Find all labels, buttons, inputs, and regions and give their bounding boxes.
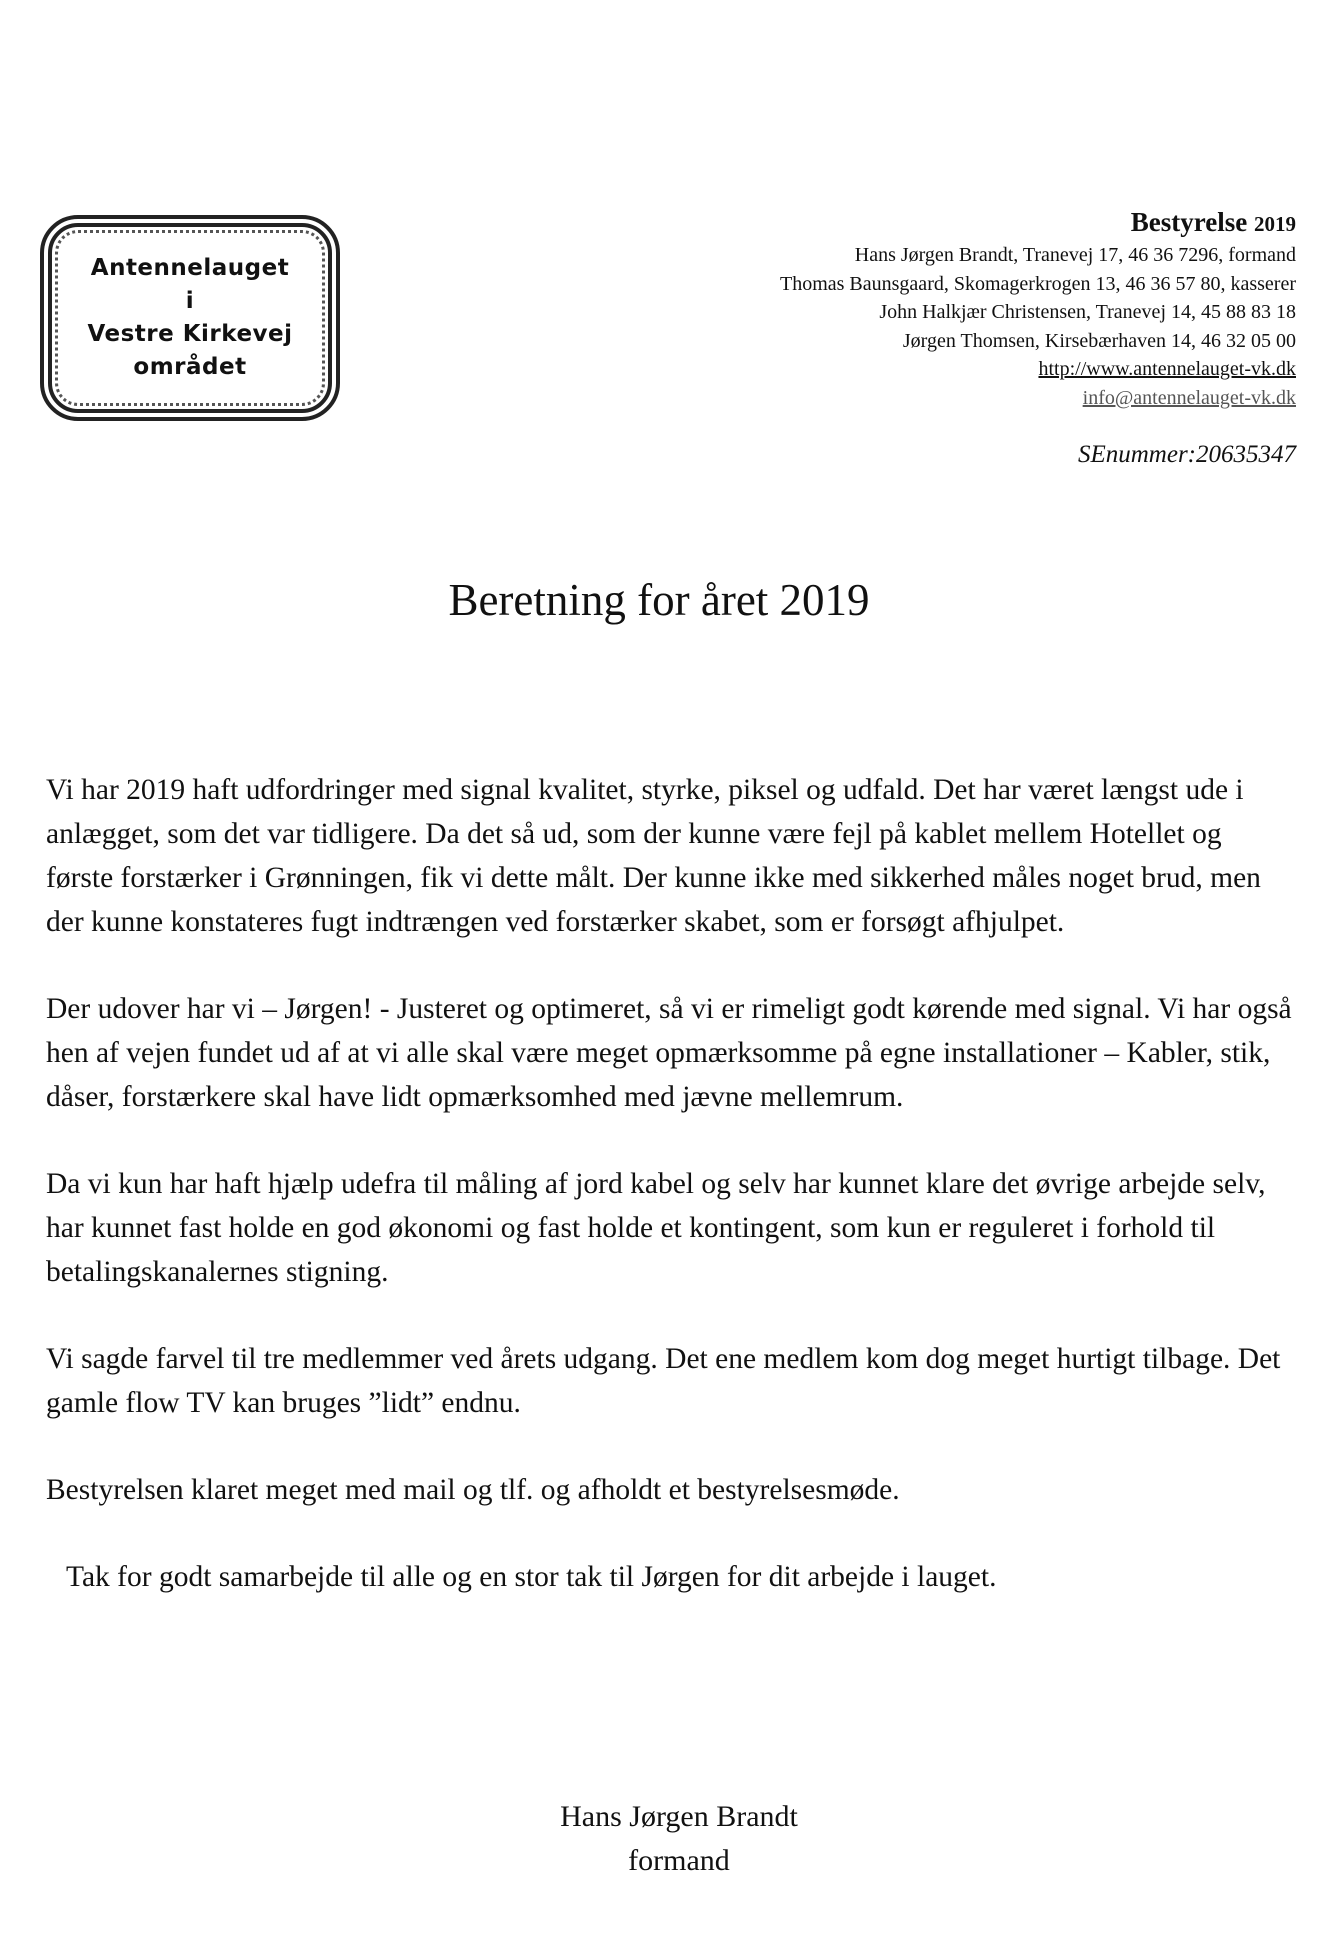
paragraph: Der udover har vi – Jørgen! - Justeret og optimeret, så vi er rimeligt godt kørende med signal. Vi har også hen af vejen fundet ud af at vi alle skal være meget opmærksomme på egne installationer – Kabler, stik, dåser, forstærkere skal have lidt opmærksomhed med jævne mellemrum. [46,993,1292,1113]
board-member-chairman: Hans Jørgen Brandt, Tranevej 17, 46 36 7296, formand [854,244,1296,266]
signature-name: Hans Jørgen Brandt [560,1800,798,1833]
board-member: Jørgen Thomsen, Kirsebærhaven 14, 46 32 05 00 [902,329,1296,352]
board-member-treasurer: Thomas Baunsgaard, Skomagerkrogen 13, 46 36 57 80, kasserer [780,272,1296,295]
paragraph: Bestyrelsen klaret meget med mail og tlf. og afholdt et bestyrelsesmøde. [46,1474,900,1506]
paragraph: Vi har 2019 haft udfordringer med signal kvalitet, styrke, piksel og udfald. Det har været længst ude i anlægget, som det var tidligere. Da det så ud, som der kunne være fejl på kablet mellem Hotellet og første forstærker i Grønningen, fik vi dette målt. Der kunne ikke med sikkerhed måles noget brud, men der kunne konstateres fugt indtrængen ved forstærker skabet, som er forsøgt afhjulpet. [46,774,1261,938]
organization-logo [40,215,340,421]
board-heading-label: Bestyrelse [1130,207,1248,237]
board-heading-year: 2019 [1254,212,1296,236]
paragraph: Vi sagde farvel til tre medlemmer ved årets udgang. Det ene medlem kom dog meget hurtigt tilbage. Det gamle flow TV kan bruges ”lidt” endnu. [46,1343,1281,1419]
logo-line-area: området [133,354,247,380]
logo-line-street: Vestre Kirkevej [87,321,293,347]
website-link[interactable]: http://www.antennelauget-vk.dk [1038,358,1296,380]
paragraph-thanks: Tak for godt samarbejde til alle og en stor tak til Jørgen for dit arbejde i lauget. [66,1561,997,1593]
signature-block [0,1795,1318,1883]
email-link[interactable]: info@antennelauget-vk.dk [1082,386,1296,409]
board-heading [536,205,1296,241]
report-body [46,768,1296,1642]
paragraph: Da vi kun har haft hjælp udefra til måling af jord kabel og selv har kunnet klare det øvrige arbejde selv, har kunnet fast holde en god økonomi og fast holde et kontingent, som kun er reguleret i forhold til betalingskanalernes stigning. [46,1168,1266,1288]
board-info [536,205,1296,412]
logo-line-name: Antennelauget [90,255,290,281]
se-number: SEnummer:20635347 [1077,441,1296,468]
logo-line-i: i [185,288,195,314]
board-member: John Halkjær Christensen, Tranevej 14, 45 88 83 18 [879,301,1296,323]
signature-role: formand [628,1844,730,1877]
page-title: Beretning for året 2019 [448,575,870,625]
